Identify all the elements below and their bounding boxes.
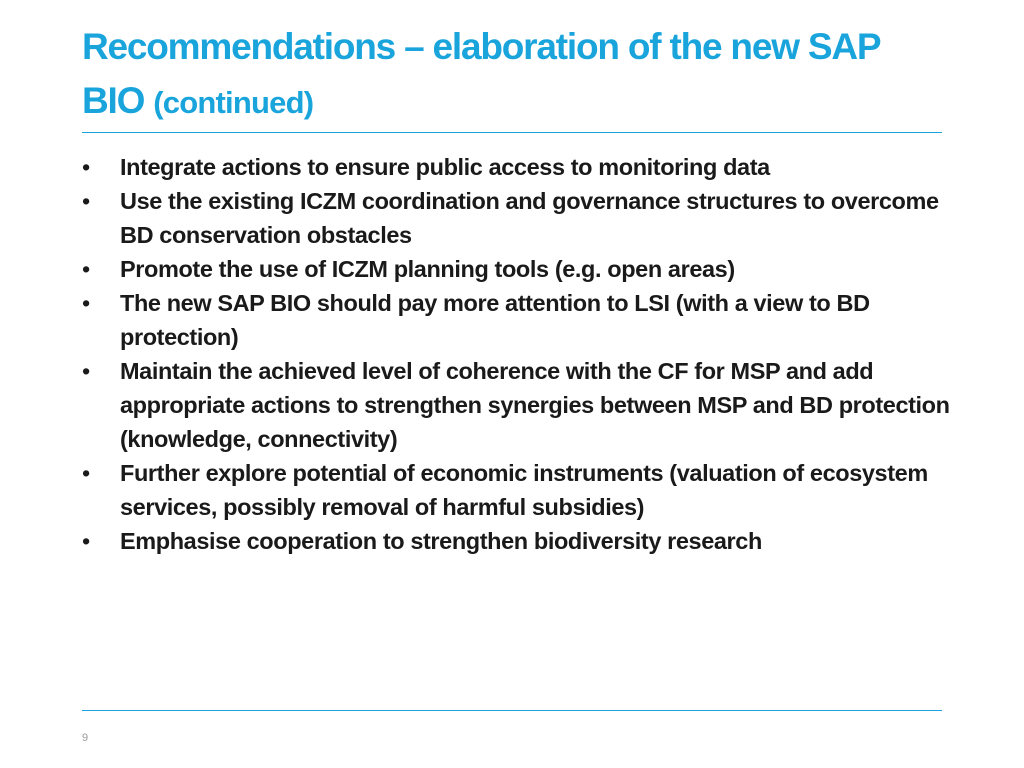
bullet-item	[82, 184, 952, 252]
bullet-item	[82, 252, 952, 286]
bullet-list	[82, 150, 952, 558]
bullet-text: Emphasise cooperation to strengthen biodiversity research	[120, 528, 762, 554]
slide-title	[82, 20, 942, 130]
bullet-text: Maintain the achieved level of coherence with the CF for MSP and add appropriate actions to strengthen synergies between MSP and BD protection (knowledge, connectivity)	[120, 358, 950, 452]
bullet-item	[82, 150, 952, 184]
bullet-text: Integrate actions to ensure public access to monitoring data	[120, 154, 770, 180]
slide-title-main: Recommendations – elaboration of the new SAP BIO	[82, 26, 880, 121]
bullet-text: Further explore potential of economic instruments (valuation of ecosystem services, possibly removal of harmful subsidies)	[120, 460, 928, 520]
bullet-text: Promote the use of ICZM planning tools (e.g. open areas)	[120, 256, 735, 282]
bullet-item	[82, 456, 952, 524]
bullet-item	[82, 524, 952, 558]
slide-title-suffix: (continued)	[153, 85, 314, 120]
bullet-dot-icon: •	[82, 256, 90, 282]
footer-divider	[82, 710, 942, 711]
bullet-item	[82, 286, 952, 354]
bullet-dot-icon: •	[82, 528, 90, 554]
bullet-text: Use the existing ICZM coordination and governance structures to overcome BD conservation obstacles	[120, 188, 939, 248]
bullet-dot-icon: •	[82, 460, 90, 486]
title-divider	[82, 132, 942, 133]
page-number: 9	[82, 732, 89, 744]
bullet-item	[82, 354, 952, 456]
bullet-dot-icon: •	[82, 358, 90, 384]
bullet-text: The new SAP BIO should pay more attention to LSI (with a view to BD protection)	[120, 290, 870, 350]
bullet-dot-icon: •	[82, 290, 90, 316]
bullet-dot-icon: •	[82, 188, 90, 214]
bullet-dot-icon: •	[82, 154, 90, 180]
